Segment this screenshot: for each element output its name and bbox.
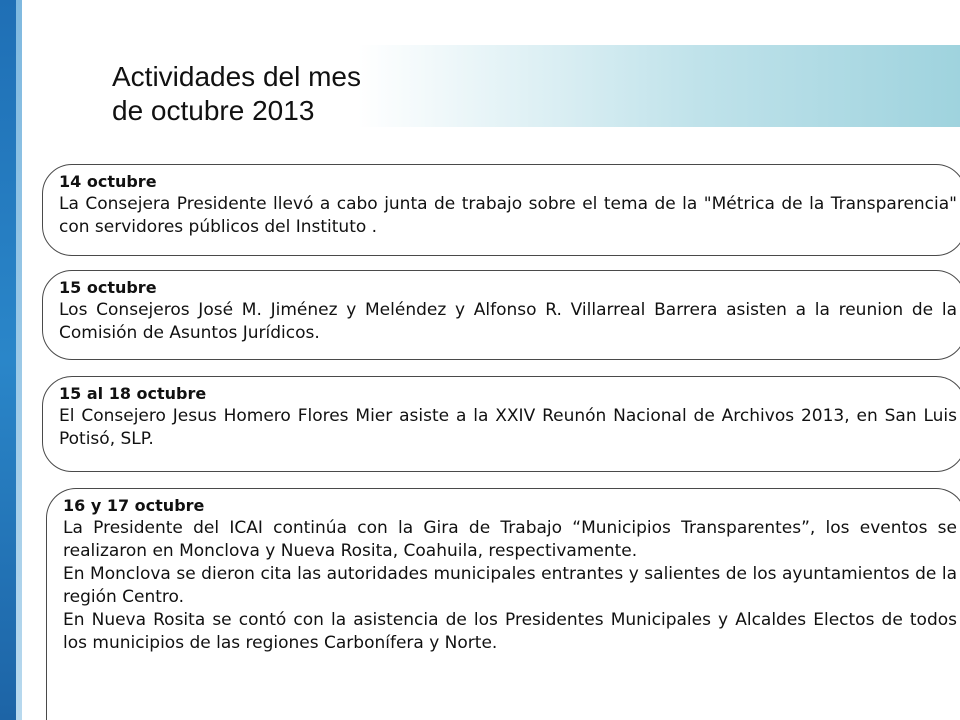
- event-date: 15 al 18 octubre: [59, 384, 207, 403]
- left-accent-strip: [16, 0, 22, 720]
- event-description: [59, 193, 957, 239]
- event-date: 15 octubre: [59, 278, 157, 297]
- slide-title: [112, 60, 361, 128]
- slide-title-line-1: Actividades del mes: [112, 61, 362, 92]
- event-paragraph: Los Consejeros José M. Jiménez y Meléndez y Alfonso R. Villarreal Barrera asisten a la reunion de la Comisión de Asuntos Jurídicos.: [59, 300, 957, 343]
- event-description: [59, 405, 957, 451]
- event-paragraph: La Presidente del ICAI continúa con la Gira de Trabajo “Municipios Transparentes”, los eventos se realizaron en Monclova y Nueva Rosita, Coahuila, respectivamente.: [63, 518, 957, 561]
- event-card-14-octubre: [42, 164, 960, 256]
- event-description: [59, 299, 957, 345]
- event-card-16-y-17-octubre: [46, 488, 960, 720]
- event-paragraph: El Consejero Jesus Homero Flores Mier asiste a la XXIV Reunón Nacional de Archivos 2013, en San Luis Potisó, SLP.: [59, 406, 957, 449]
- event-card-15-al-18-octubre: [42, 376, 960, 472]
- event-date: 16 y 17 octubre: [63, 496, 205, 515]
- event-date: 14 octubre: [59, 172, 157, 191]
- event-description: [63, 517, 957, 655]
- left-accent-bar: [0, 0, 16, 720]
- event-paragraph: La Consejera Presidente llevó a cabo junta de trabajo sobre el tema de la "Métrica de la Transparencia" con servidores públicos del Instituto .: [59, 194, 957, 237]
- event-paragraph: En Nueva Rosita se contó con la asistencia de los Presidentes Municipales y Alcaldes Electos de todos los municipios de las regiones Carbonífera y Norte.: [63, 610, 957, 653]
- event-card-15-octubre: [42, 270, 960, 360]
- slide-title-line-2: de octubre 2013: [112, 95, 315, 126]
- event-paragraph: En Monclova se dieron cita las autoridades municipales entrantes y salientes de los ayuntamientos de la región Centro.: [63, 564, 957, 607]
